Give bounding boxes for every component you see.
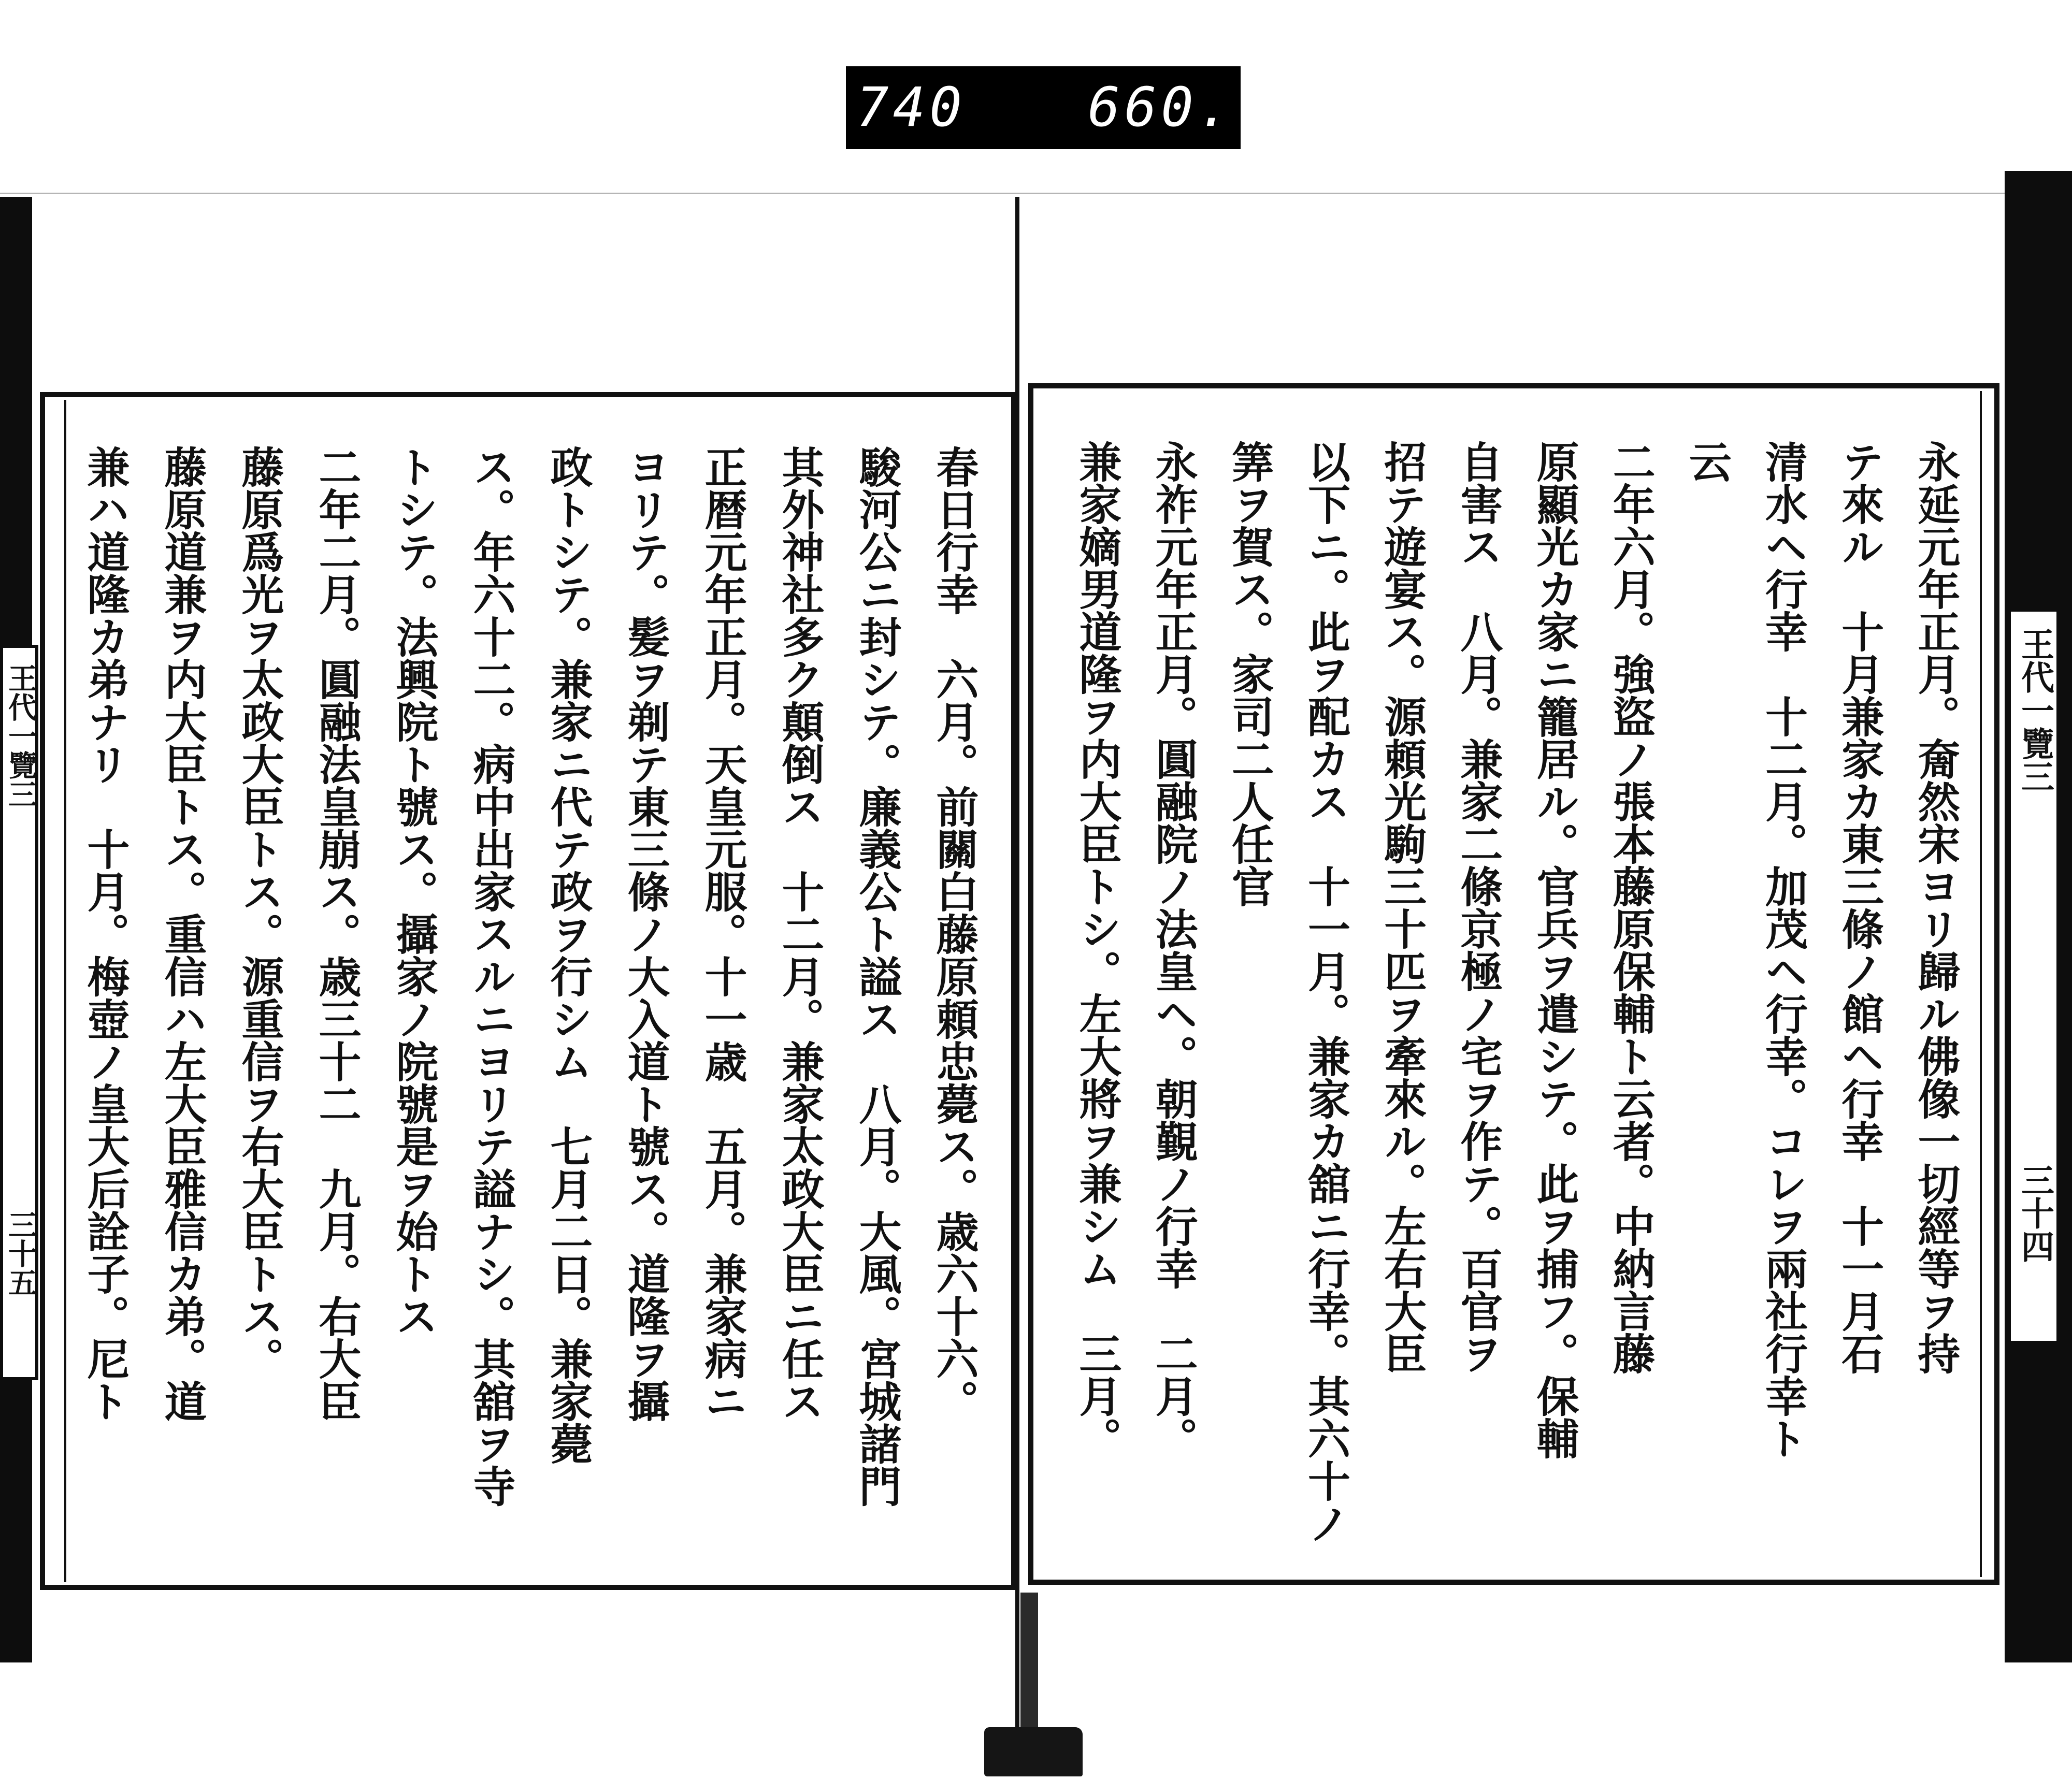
text-column: 永祚元年正月。圓融院ノ法皇ヘ。朝覲ノ行幸 二月。 — [1148, 440, 1199, 1459]
text-column: 自害ス 八月。兼家二條京極ノ宅ヲ作テ。百官ヲ — [1453, 440, 1503, 1375]
text-column: 二年二月。圓融法皇崩ス。歳三十二 九月。右大臣 — [312, 445, 362, 1422]
text-column: 招テ遊宴ス。源頼光駒三十匹ヲ牽來ル。左右大臣 — [1377, 440, 1427, 1375]
scan-number-left: 740 — [856, 76, 966, 139]
right-page-number: 三十四 — [2016, 1163, 2054, 1263]
text-column: 云 — [1682, 440, 1732, 483]
right-page-text — [1072, 440, 1961, 1569]
text-column: 永延元年正月。奝然宋ヨリ歸ル佛像一切經等ヲ持 — [1910, 440, 1961, 1375]
text-column: 兼家嫡男道隆ヲ内大臣トシ。左大將ヲ兼シム 三月。 — [1072, 440, 1122, 1459]
text-column: 春日行幸 六月。前關白藤原頼忠薨ス。歳六十六。 — [929, 445, 979, 1422]
left-margin-book-title: 王代一覽三 — [4, 663, 38, 808]
scan-number-label — [846, 66, 1241, 149]
text-column: 清水ヘ行幸 十二月。加茂ヘ行幸。コレヲ兩社行幸ト — [1758, 440, 1808, 1459]
text-column: ス。年六十二。病中出家スルニヨリテ謚ナシ。其舘ヲ寺 — [466, 445, 516, 1507]
right-margin-tab — [2008, 609, 2060, 1344]
left-page-text — [80, 445, 979, 1574]
text-column: 兼ハ道隆カ弟ナリ 十月。梅壺ノ皇大后詮子。尼ト — [80, 445, 130, 1422]
text-column: 藤原爲光ヲ太政大臣トス。源重信ヲ右大臣トス。 — [235, 445, 284, 1380]
text-column: 政トシテ。兼家ニ代テ政ヲ行シム 七月二日。兼家薨 — [543, 445, 593, 1465]
left-margin-tab — [0, 645, 38, 1380]
text-column: ヨリテ。髪ヲ剃テ東三條ノ大入道ト號ス。道隆ヲ攝 — [621, 445, 670, 1422]
text-column: 正暦元年正月。天皇元服。十一歳 五月。兼家病ニ — [698, 445, 747, 1422]
text-column: 筭ヲ賀ス。家司二人任官 — [1225, 440, 1275, 907]
text-column: トシテ。法興院ト號ス。攝家ノ院號是ヲ始トス — [389, 445, 439, 1337]
text-column: 二年六月。強盜ノ張本藤原保輔ト云者。中納言藤 — [1606, 440, 1656, 1375]
left-page-number: 三十五 — [4, 1210, 38, 1297]
page-top-edge — [0, 193, 2072, 194]
left-frame-inner-rule — [64, 400, 66, 1582]
text-column: 以下ニ。此ヲ配カス 十一月。兼家カ舘ニ行幸。其六十ノ — [1301, 440, 1351, 1544]
right-margin-book-title: 王代一覽三 — [2016, 627, 2054, 793]
center-gutter-line — [1015, 197, 1019, 1771]
text-column: 原顯光カ家ニ籠居ル。官兵ヲ遣シテ。此ヲ捕フ。保輔 — [1530, 440, 1580, 1459]
right-frame-inner-rule — [1980, 391, 1982, 1577]
text-column: テ來ル 十月兼家カ東三條ノ館ヘ行幸 十一月石 — [1834, 440, 1884, 1375]
text-column: 其外神社多ク顛倒ス 十二月。兼家太政大臣ニ任ス — [775, 445, 825, 1422]
scan-number-right: 660. — [1088, 76, 1234, 139]
text-column: 駿河公ニ封シテ。廉義公ト謚ス 八月。大風。宮城諸門 — [852, 445, 902, 1507]
gutter-ink-mark — [984, 1727, 1083, 1776]
text-column: 藤原道兼ヲ内大臣トス。重信ハ左大臣雅信カ弟。道 — [157, 445, 207, 1422]
